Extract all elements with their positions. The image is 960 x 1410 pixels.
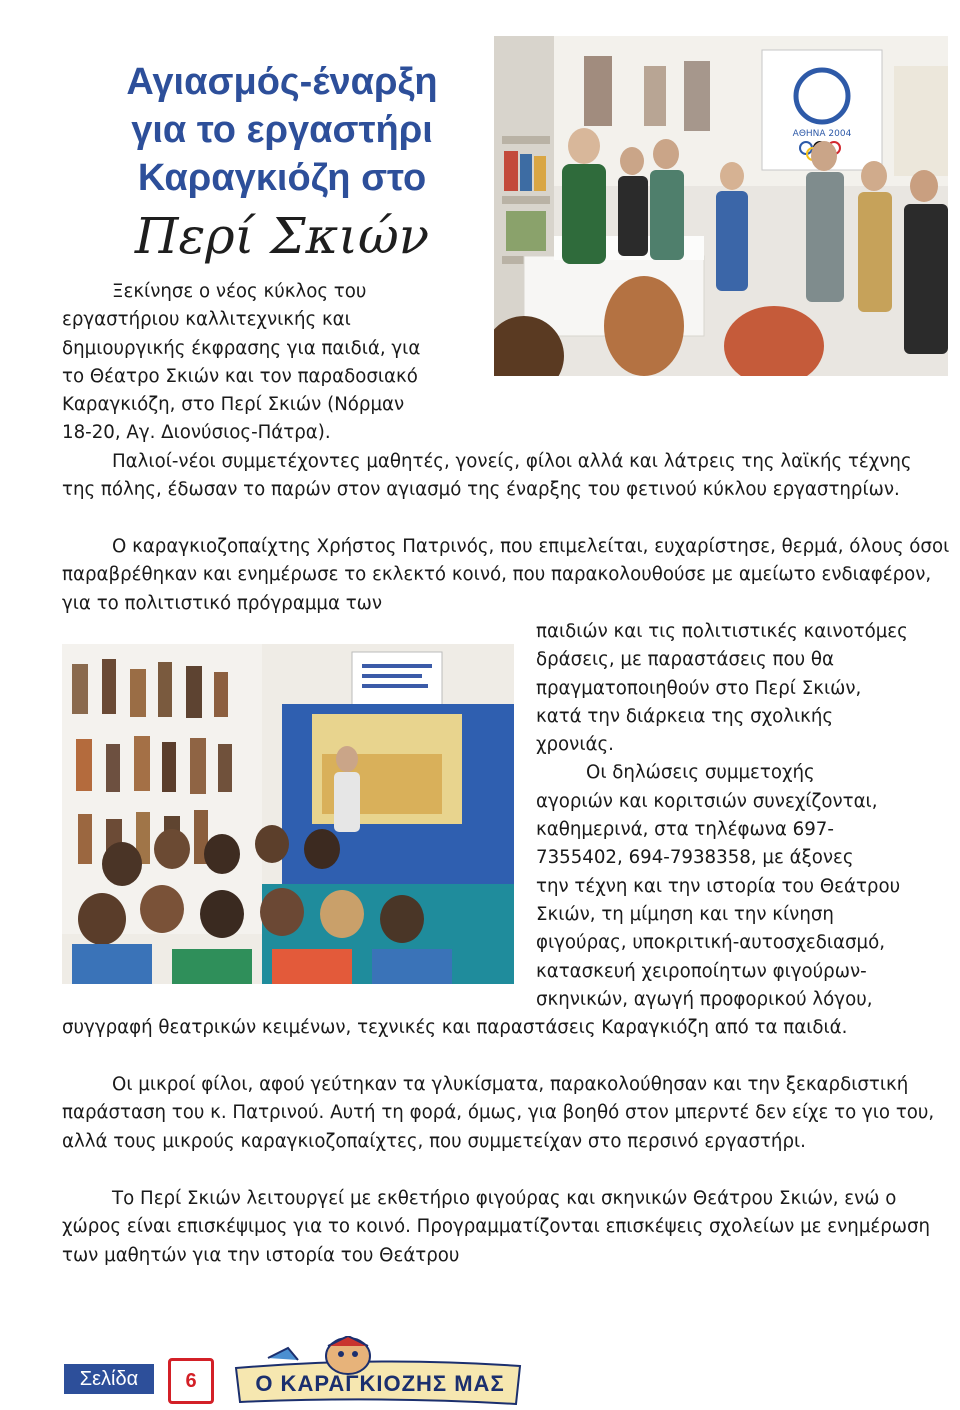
paragraph-3 — [62, 533, 950, 618]
side-line: σκηνικών, αγωγή προφορικού λόγου, — [536, 988, 873, 1010]
side-line: κατασκευή χειροποίητων φιγούρων- — [536, 960, 867, 982]
paragraph-2-text: Παλιοί-νέοι συμμετέχοντες μαθητές, γονείς, φίλοι αλλά και λάτρεις της λαϊκής τέχνης της πόλης, έδωσαν το παρών στον αγιασμό της έναρξης του φετινού κύκλου εργαστηρίων. — [62, 451, 912, 501]
side-line: αγοριών και κοριτσιών συνεχίζονται, — [536, 790, 878, 812]
intro-line: δημιουργικής έκφρασης για παιδιά, για — [62, 337, 421, 359]
intro-line: το Θέατρο Σκιών και τον παραδοσιακό — [62, 365, 418, 387]
intro-line: Καραγκιόζη, στο Περί Σκιών (Νόρμαν — [62, 394, 405, 416]
paragraph-6 — [62, 1185, 950, 1270]
intro-paragraph — [62, 278, 492, 448]
photo-blessing-ceremony — [494, 36, 948, 376]
intro-line: εργαστήριου καλλιτεχνικής και — [62, 309, 351, 331]
side-line: χρονιάς. — [536, 734, 614, 756]
title-line-3: Καραγκιόζη στο — [137, 157, 427, 199]
paragraph-5-text: Οι μικροί φίλοι, αφού γεύτηκαν τα γλυκίσματα, παρακολούθησαν και την ξεκαρδιστική παράσταση του κ. Πατρινού. Αυτή τη φορά, όμως, για βοηθό στον μπερντέ δεν είχε το γιο του, αλλά τους μικρούς καραγκιοζοπαίχτες, που συμμετείχαν στο περσινό εργαστήρι. — [62, 1074, 935, 1152]
magazine-logo — [228, 1336, 528, 1406]
logo-text: Ο ΚΑΡΑΓΚΙΟΖΗΣ ΜΑΣ — [255, 1371, 505, 1396]
side-line: καθημερινά, στα τηλέφωνα 697- — [536, 819, 834, 841]
side-line: παιδιών και τις πολιτιστικές καινοτόμες — [536, 621, 908, 642]
title-line-1: Αγιασμός-έναρξη — [126, 61, 438, 103]
article-title — [72, 58, 492, 266]
paragraph-6-text: Το Περί Σκιών λειτουργεί με εκθετήριο φιγούρας και σκηνικών Θεάτρου Σκιών, ενώ ο χώρος είναι επισκέψιμος για το κοινό. Προγραμματίζονται επισκέψεις σχολείων με ενημέρωση των μαθητών για την ιστορία του Θεάτρου — [62, 1188, 931, 1266]
poster-text: ΑΘΗΝΑ 2004 — [792, 129, 852, 139]
paragraph-4-continued — [62, 1014, 950, 1042]
side-line: 7355402, 694-7938358, με άξονες — [536, 847, 854, 869]
side-line: κατά την διάρκεια της σχολικής — [536, 705, 834, 727]
paragraph-2 — [62, 448, 950, 505]
paragraph-5 — [62, 1071, 950, 1156]
photo-workshop-audience — [62, 644, 514, 984]
side-line: Οι δηλώσεις συμμετοχής — [586, 762, 815, 784]
paragraph-3-text: Ο καραγκιοζοπαίχτης Χρήστος Πατρινός, που επιμελείται, ευχαρίστησε, θερμά, όλους όσοι παραβρέθηκαν και ενημέρωσε το εκλεκτό κοινό, που παρακολουθούσε με αμείωτο ενδιαφέρον, για το πολιτιστικό πρόγραμμα των — [62, 536, 950, 614]
side-line: δράσεις, με παραστάσεις που θα — [536, 649, 834, 671]
side-line: φιγούρας, υποκριτική-αυτοσχεδιασμό, — [536, 932, 885, 954]
side-line: Σκιών, τη μίμηση και την κίνηση — [536, 903, 834, 925]
intro-line: 18-20, Αγ. Διονύσιος-Πάτρα). — [62, 422, 331, 444]
side-line: την τέχνη και την ιστορία του Θεάτρου — [536, 875, 901, 897]
side-line: πραγματοποιηθούν στο Περί Σκιών, — [536, 677, 862, 699]
paragraph-4-text: συγγραφή θεατρικών κειμένων, τεχνικές και παραστάσεις Καραγκιόζη από τα παιδιά. — [62, 1017, 848, 1038]
side-column — [536, 618, 950, 1014]
title-script: Περί Σκιών — [134, 207, 430, 265]
page-number: 6 — [168, 1358, 214, 1404]
intro-line: Ξεκίνησε ο νέος κύκλος του — [112, 281, 367, 302]
page-label: Σελίδα — [64, 1364, 154, 1394]
title-line-2: για το εργαστήρι — [131, 109, 433, 151]
